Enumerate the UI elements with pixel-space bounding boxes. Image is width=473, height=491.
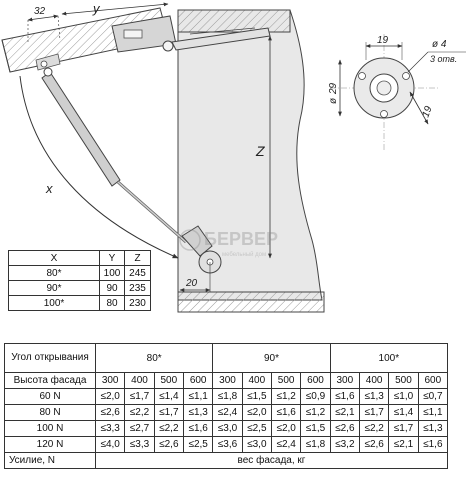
- force-label: Усилие, N: [5, 453, 96, 469]
- angle-80: 80*: [96, 344, 213, 373]
- height-label: Высота фасада: [5, 373, 96, 389]
- value-cell: ≤1,7: [125, 389, 154, 405]
- value-cell: ≤2,2: [359, 421, 388, 437]
- force-cell: 100 N: [5, 421, 96, 437]
- value-cell: ≤1,8: [301, 437, 330, 453]
- value-cell: ≤2,2: [154, 421, 183, 437]
- height-cell: 400: [125, 373, 154, 389]
- angle-100: 100*: [330, 344, 447, 373]
- height-cell: 600: [301, 373, 330, 389]
- height-header-row: [5, 373, 448, 389]
- value-cell: ≤0,9: [301, 389, 330, 405]
- dim-19-side-label: 19: [420, 104, 435, 120]
- value-cell: ≤2,4: [213, 405, 242, 421]
- facade-weight-table: [4, 343, 448, 469]
- value-cell: ≤2,5: [242, 421, 271, 437]
- value-cell: ≤2,1: [330, 405, 359, 421]
- value-cell: ≤2,0: [242, 405, 271, 421]
- table-row: [5, 421, 448, 437]
- mount-plate-detail: [328, 34, 466, 150]
- value-cell: ≤2,0: [96, 389, 125, 405]
- dim-phi-symbol: ø: [328, 97, 339, 104]
- watermark-text: БЕРВЕР: [204, 229, 278, 249]
- value-cell: ≤1,1: [418, 405, 447, 421]
- height-cell: 300: [96, 373, 125, 389]
- cell-x: 80*: [9, 266, 100, 281]
- value-cell: ≤1,0: [389, 389, 418, 405]
- watermark-subtext: мебельный дом: [222, 252, 267, 258]
- cabinet-bottom-hatch: [178, 292, 324, 312]
- value-cell: ≤0,7: [418, 389, 447, 405]
- force-cell: 120 N: [5, 437, 96, 453]
- height-cell: 600: [183, 373, 212, 389]
- header-z: Z: [125, 251, 151, 266]
- table-row: [5, 389, 448, 405]
- value-cell: ≤2,6: [330, 421, 359, 437]
- value-cell: ≤1,6: [271, 405, 300, 421]
- angle-label: Угол открывания: [5, 344, 96, 373]
- height-cell: 500: [389, 373, 418, 389]
- table-row: [9, 296, 151, 311]
- angle-header-row: [5, 344, 448, 373]
- value-cell: ≤4,0: [96, 437, 125, 453]
- table-row: [5, 437, 448, 453]
- weight-label: вес фасада, кг: [96, 453, 448, 469]
- value-cell: ≤1,6: [418, 437, 447, 453]
- value-cell: ≤3,0: [242, 437, 271, 453]
- table-row: [5, 405, 448, 421]
- table-header-row: [9, 251, 151, 266]
- value-cell: ≤2,7: [125, 421, 154, 437]
- value-cell: ≤1,8: [213, 389, 242, 405]
- height-cell: 300: [330, 373, 359, 389]
- value-cell: ≤1,2: [271, 389, 300, 405]
- value-cell: ≤1,2: [301, 405, 330, 421]
- angle-90: 90*: [213, 344, 330, 373]
- header-y: Y: [100, 251, 125, 266]
- height-cell: 300: [213, 373, 242, 389]
- value-cell: ≤1,4: [389, 405, 418, 421]
- cell-y: 80: [100, 296, 125, 311]
- cell-z: 235: [125, 281, 151, 296]
- dim-20-label: 20: [186, 278, 198, 289]
- value-cell: ≤1,5: [301, 421, 330, 437]
- value-cell: ≤2,1: [389, 437, 418, 453]
- value-cell: ≤1,3: [418, 421, 447, 437]
- cell-x: 100*: [9, 296, 100, 311]
- cell-y: 100: [100, 266, 125, 281]
- table-row: [9, 281, 151, 296]
- cell-y: 90: [100, 281, 125, 296]
- dim-29-label: 29: [328, 82, 339, 94]
- value-cell: ≤3,2: [330, 437, 359, 453]
- dim-x-label: x: [46, 181, 53, 196]
- dim-holes-count-label: 3 отв.: [430, 54, 458, 64]
- height-cell: 500: [154, 373, 183, 389]
- value-cell: ≤1,5: [242, 389, 271, 405]
- value-cell: ≤2,0: [271, 421, 300, 437]
- value-cell: ≤3,3: [125, 437, 154, 453]
- value-cell: ≤1,6: [330, 389, 359, 405]
- value-cell: ≤2,6: [154, 437, 183, 453]
- value-cell: ≤1,3: [359, 389, 388, 405]
- value-cell: ≤1,6: [183, 421, 212, 437]
- value-cell: ≤2,6: [359, 437, 388, 453]
- value-cell: ≤3,6: [213, 437, 242, 453]
- value-cell: ≤1,7: [154, 405, 183, 421]
- value-cell: ≤3,0: [213, 421, 242, 437]
- header-x: X: [9, 251, 100, 266]
- value-cell: ≤1,4: [154, 389, 183, 405]
- force-cell: 80 N: [5, 405, 96, 421]
- footer-row: [5, 453, 448, 469]
- height-cell: 500: [271, 373, 300, 389]
- value-cell: ≤1,7: [389, 421, 418, 437]
- value-cell: ≤2,6: [96, 405, 125, 421]
- value-cell: ≤3,3: [96, 421, 125, 437]
- value-cell: ≤1,1: [183, 389, 212, 405]
- dim-z-label: Z: [256, 143, 265, 159]
- value-cell: ≤2,4: [271, 437, 300, 453]
- cell-x: 90*: [9, 281, 100, 296]
- dim-hole-label: ø 4: [432, 39, 447, 50]
- cabinet-top-hatch: [178, 10, 290, 32]
- value-cell: ≤1,7: [359, 405, 388, 421]
- cell-z: 230: [125, 296, 151, 311]
- height-cell: 400: [242, 373, 271, 389]
- gas-strut: [42, 68, 186, 242]
- dim-19-top-label: 19: [377, 35, 389, 46]
- dim-32-label: 32: [34, 6, 46, 17]
- cell-z: 245: [125, 266, 151, 281]
- value-cell: ≤1,3: [183, 405, 212, 421]
- table-row: [9, 266, 151, 281]
- value-cell: ≤2,2: [125, 405, 154, 421]
- force-cell: 60 N: [5, 389, 96, 405]
- opening-arc: [20, 76, 178, 258]
- xyz-dimension-table: [8, 250, 151, 311]
- height-cell: 600: [418, 373, 447, 389]
- value-cell: ≤2,5: [183, 437, 212, 453]
- dim-y-label: y: [93, 1, 100, 16]
- height-cell: 400: [359, 373, 388, 389]
